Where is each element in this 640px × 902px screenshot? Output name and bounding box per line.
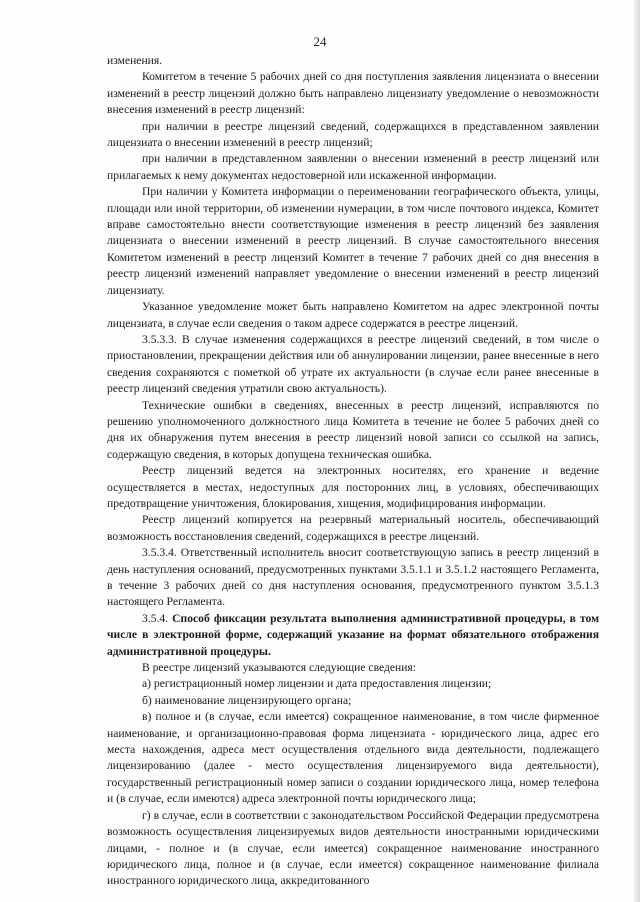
page-edge-shadow (634, 0, 640, 902)
paragraph: а) регистрационный номер лицензии и дата предоставления лицензии; (142, 677, 492, 691)
paragraph: Указанное уведомление может быть направлено Комитетом на адрес электронной почты лицензиата, в случае если сведения о таком адресе содержатся в реестре лицензий. (107, 300, 599, 330)
paragraph: изменения. (107, 54, 163, 67)
paragraph: при наличии в представленном заявлении о внесении изменений в реестр лицензий или прилагаемых к нему документах недостоверной или искаженной информации. (107, 152, 599, 182)
paragraph: В реестре лицензий указываются следующие сведения: (142, 661, 416, 675)
paragraphs-block-2 (107, 660, 599, 890)
paragraph: в) полное и (в случае, если имеется) сокращенное наименование, в том числе фирменное наименование, и организационно-правовая форма лицензиата - юридического лица, адрес его места нахождения, адреса мест осуществления отдельного вида деятельности, подлежащего лицензированию (далее - место осуществления лицензируемого вида деятельности), государственный регистрационный номер записи о создании юридического лица, номер телефона и (в случае, если имеются) адреса электронной почты юридического лица; (107, 710, 599, 806)
paragraph: Комитетом в течение 5 рабочих дней со дня поступления заявления лицензиата о внесении изменений в реестр лицензий должно быть направлено лицензиату уведомление о невозможности внесения изменений в реестр лицензий: (107, 70, 599, 117)
paragraph: Реестр лицензий копируется на резервный материальный носитель, обеспечивающий возможность восстановления сведений, содержащихся в реестре лицензий. (107, 513, 599, 543)
paragraph: при наличии в реестре лицензий сведений, содержащихся в представленном заявлении лицензиата о внесении изменений в реестр лицензий; (107, 119, 599, 150)
document-body (107, 53, 599, 890)
page-number: 24 (313, 34, 327, 49)
paragraph: б) наименование лицензирующего органа; (142, 693, 352, 707)
paragraph: 3.5.3.4. Ответственный исполнитель вносит соответствующую запись в реестр лицензий в день наступления оснований, предусмотренных пунктами 3.5.1.1 и 3.5.1.2 настоящего Регламента, в течение 3 рабочих дней со дня наступления основания, предусмотренного пунктом 3.5.1.3 настоящего Регламента. (107, 546, 599, 609)
paragraph: При наличии у Комитета информации о переименовании географического объекта, улицы, площади или иной территории, об изменении нумерации, в том числе почтового индекса, Комитет вправе самостоятельно внести соответствующие изменения в реестр лицензий без заявления лицензиата о внесении изменений в реестр лицензий. В случае самостоятельного внесения Комитетом изменений в реестр лицензий Комитет в течение 7 рабочих дней со дня внесения в реестр лицензий изменений направляет уведомление о внесении изменений в реестр лицензий лицензиату. (107, 185, 599, 297)
section-heading-text: Способ фиксации результата выполнения административной процедуры, в том числе в электронной форме, содержащий указание на формат обязательного отображения административной процедуры. (107, 611, 600, 658)
section-number: 3.5.4. (142, 611, 173, 625)
paragraph: Технические ошибки в сведениях, внесенных в реестр лицензий, исправляются по решению уполномоченного должностного лица Комитета в течение не более 5 рабочих дней со дня их обнаружения путем внесения в реестр лицензий новой записи со ссылкой на запись, содержащую сведения, в которых допущена техническая ошибка. (107, 398, 599, 461)
paragraph: 3.5.3.3. В случае изменения содержащихся в реестре лицензий сведений, в том числе о приостановлении, прекращении действия или об аннулировании лицензии, ранее внесенные в него сведения сохраняются с пометкой об утрате их актуальности (в случае если ранее внесенные в реестр лицензий сведения утратили свою актуальность). (107, 332, 599, 396)
paragraph: Реестр лицензий ведется на электронных носителях, его хранение и ведение осуществляется в местах, недоступных для посторонних лиц, в условиях, обеспечивающих предотвращение уничтожения, блокирования, хищения, модифицирования информации. (107, 464, 599, 510)
section-heading-3-5-4 (107, 611, 599, 660)
paragraphs-block-1 (107, 53, 599, 611)
paragraph: г) в случае, если в соответствии с законодательством Российской Федерации предусмотрена возможность осуществления лицензируемых видов деятельности иностранными юридическими лицами, - полное и (в случае, если имеется) сокращенное наименование иностранного юридического лица, полное и (в случае, если имеется) сокращенное наименование филиала иностранного юридического лица, аккредитованного (107, 808, 599, 888)
